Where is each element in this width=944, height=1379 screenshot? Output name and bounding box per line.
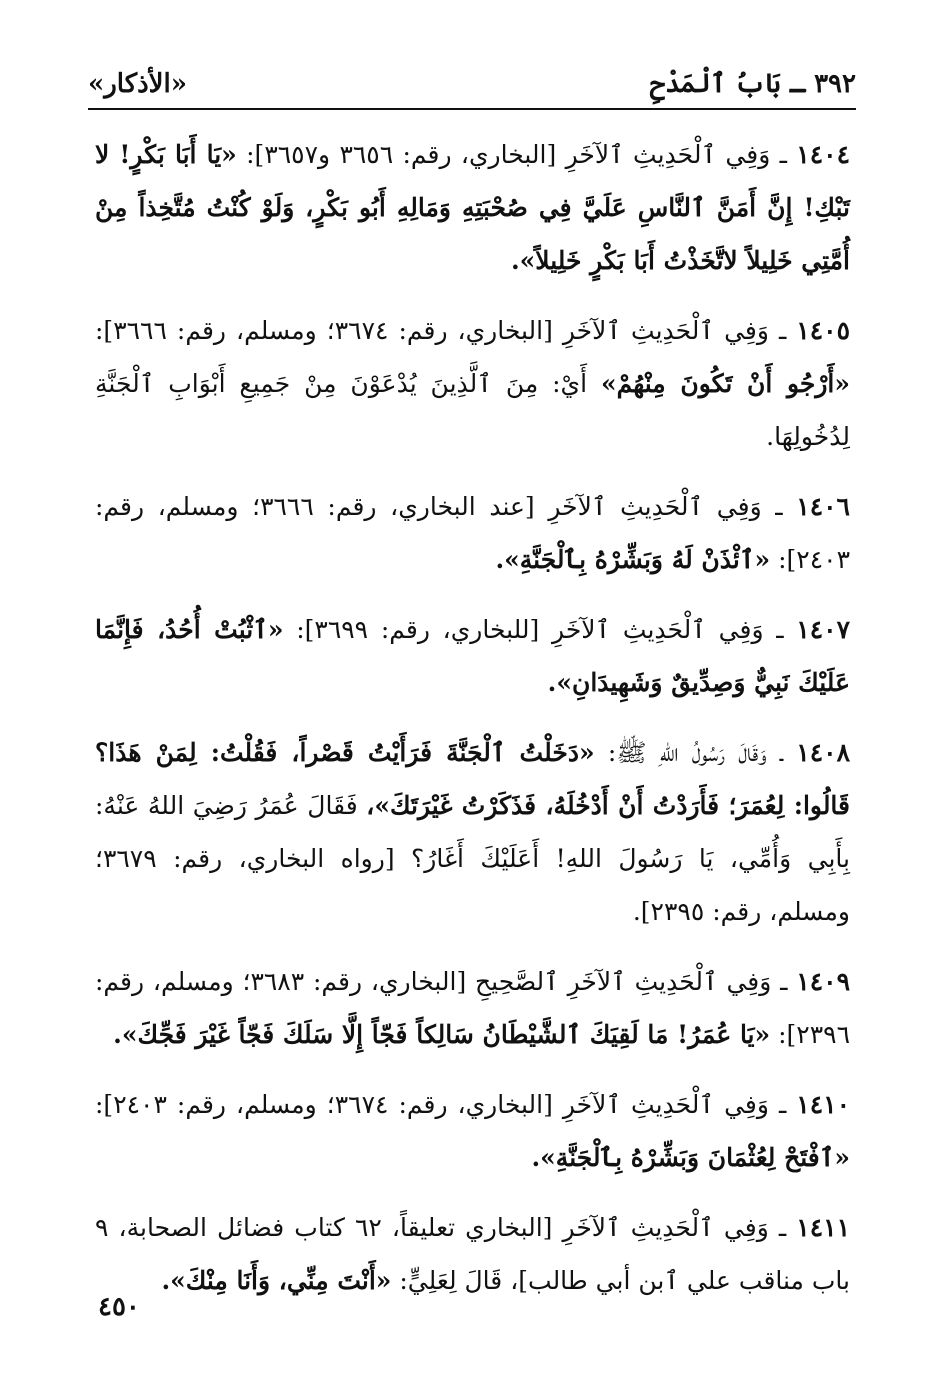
- hadith-paragraph: [95, 1078, 850, 1184]
- page-number: ٤٥٠: [98, 1292, 140, 1322]
- hadith-number: ١٤٠٧: [796, 615, 851, 644]
- hadith-paragraph: [95, 128, 850, 287]
- hadith-paragraph: [95, 603, 850, 709]
- hadith-quote: «أَنْتَ مِنِّي، وَأَنَا مِنْكَ».: [161, 1266, 392, 1295]
- hadith-number: ١٤٠٩: [796, 967, 850, 996]
- hadith-intro: ـ وَفِي ٱلْحَدِيثِ ٱلآخَرِ [عند البخاري، رقم: ٣٦٦٦؛ ومسلم، رقم: ٢٤٠٣]:: [95, 492, 850, 574]
- book-title: «الأذكار»: [88, 69, 187, 99]
- running-header: [88, 62, 856, 106]
- hadith-quote: «يَا عُمَرُ! مَا لَقِيَكَ ٱلشَّيْطَانُ سَالِكاً فَجّاً إِلَّا سَلَكَ فَجّاً غَيْرَ فَجِّكَ».: [113, 1020, 771, 1049]
- hadith-quote: «ٱثْبُتْ أُحُدُ، فَإِنَّمَا عَلَيْكَ نَبِيٌّ وَصِدِّيقٌ وَشَهِيدَانِ».: [95, 615, 850, 697]
- chapter-title: ٣٩٢ ـ بَابُ ٱلْمَدْحِ: [649, 69, 856, 99]
- hadith-quote: «ٱفْتَحْ لِعُثْمَانَ وَبَشِّرْهُ بِٱلْجَنَّةِ».: [531, 1143, 850, 1172]
- hadith-tail: فَقَالَ عُمَرُ رَضِيَ اللهُ عَنْهُ: بِأَبِي وَأُمِّي، يَا رَسُولَ اللهِ! أَعَلَيْكَ أَغَارُ؟ [رواه البخاري، رقم: ٣٦٧٩؛ ومسلم، رقم: ٢٣٩٥].: [95, 791, 850, 926]
- hadith-intro: ـ وَفِي ٱلْحَدِيثِ ٱلآخَرِ [للبخاري، رقم: ٣٦٩٩]:: [283, 615, 797, 644]
- hadith-paragraph: [95, 1201, 850, 1307]
- hadith-intro: ـ وَفِي ٱلْحَدِيثِ ٱلآخَرِ [البخاري، رقم: ٣٦٧٤؛ ومسلم، رقم: ٢٤٠٣]:: [95, 1090, 797, 1119]
- hadith-quote: «أَرْجُو أَنْ تَكُونَ مِنْهُمْ»: [600, 369, 850, 398]
- hadith-intro: ـ وَفِي ٱلْحَدِيثِ ٱلآخَرِ [البخاري، رقم: ٣٦٧٤؛ ومسلم، رقم: ٣٦٦٦]:: [95, 316, 797, 345]
- hadith-intro: ـ وَقَالَ رَسُولُ اللهِ ﷺ:: [594, 738, 797, 767]
- hadith-number: ١٤١٠: [796, 1090, 850, 1119]
- hadith-intro: ـ وَفِي ٱلْحَدِيثِ ٱلآخَرِ ٱلصَّحِيحِ [البخاري، رقم: ٣٦٨٣؛ ومسلم، رقم: ٢٣٩٦]:: [95, 967, 850, 1049]
- hadith-paragraph: [95, 304, 850, 463]
- hadith-number: ١٤٠٥: [796, 316, 850, 345]
- hadith-paragraph: [95, 480, 850, 586]
- hadith-number: ١٤٠٨: [796, 738, 850, 767]
- hadith-paragraph: [95, 955, 850, 1061]
- hadith-quote: «دَخَلْتُ ٱلْجَنَّةَ فَرَأَيْتُ قَصْراً، فَقُلْتُ: لِمَنْ هَذَا؟ قَالُوا: لِعُمَرَ؛ فَأَرَدْتُ أَنْ أَدْخُلَهُ، فَذَكَرْتُ غَيْرَتَكَ»،: [95, 738, 851, 820]
- hadith-intro: ـ وَفِي ٱلْحَدِيثِ ٱلآخَرِ [البخاري، رقم: ٣٦٥٦ و٣٦٥٧]:: [236, 140, 797, 169]
- hadith-number: ١٤١١: [796, 1213, 850, 1242]
- hadith-tail: أَيْ: مِنَ ٱلَّذِينَ يُدْعَوْنَ مِنْ جَمِيعِ أَبْوَابِ ٱلْجَنَّةِ لِدُخُولِهَا.: [95, 369, 850, 451]
- hadith-number: ١٤٠٤: [796, 140, 850, 169]
- page-body: [95, 128, 850, 1324]
- header-rule: [88, 108, 856, 110]
- hadith-number: ١٤٠٦: [796, 492, 850, 521]
- hadith-quote: «ٱئْذَنْ لَهُ وَبَشِّرْهُ بِٱلْجَنَّةِ».: [495, 545, 771, 574]
- hadith-paragraph: [95, 726, 850, 938]
- hadith-quote: «يَا أَبَا بَكْرٍ! لا تَبْكِ! إِنَّ أَمَنَّ ٱلنَّاسِ عَلَيَّ فِي صُحْبَتِهِ وَمَالِهِ أَبُو بَكْرٍ، وَلَوْ كُنْتُ مُتَّخِذاً مِنْ أُمَّتِي خَلِيلاً لاتَّخَذْتُ أَبَا بَكْرٍ خَلِيلاً».: [95, 140, 850, 275]
- hadith-intro: ـ وَفِي ٱلْحَدِيثِ ٱلآخَرِ [البخاري تعليقاً، ٦٢ كتاب فضائل الصحابة، ٩ باب مناقب علي ٱبن أبي طالب]، قَالَ لِعَلِيٍّ:: [95, 1213, 850, 1295]
